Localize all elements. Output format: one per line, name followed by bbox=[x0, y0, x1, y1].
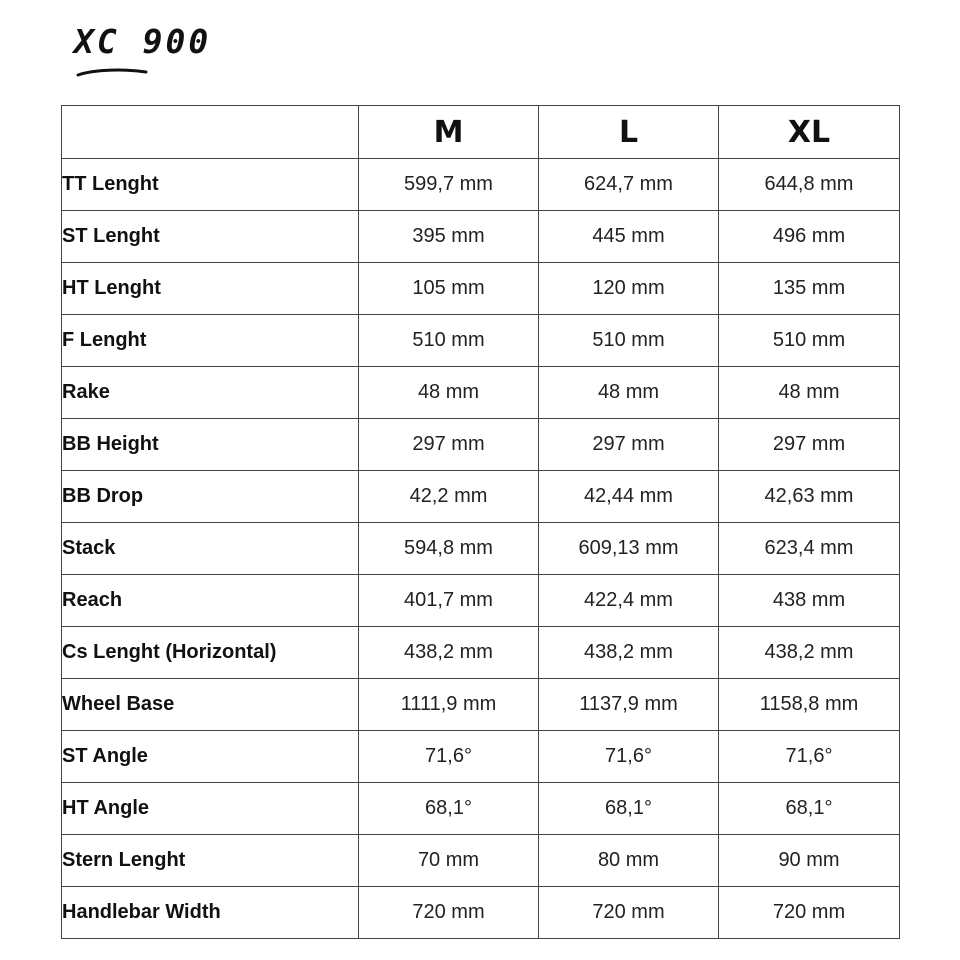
value-cell-xl: 90 mm bbox=[719, 835, 900, 887]
row-label: Wheel Base bbox=[62, 679, 359, 731]
value-cell-xl: 42,63 mm bbox=[719, 471, 900, 523]
table-row bbox=[62, 211, 900, 263]
table-corner-cell bbox=[62, 106, 359, 159]
size-header-l: L bbox=[539, 106, 719, 159]
row-label: HT Angle bbox=[62, 783, 359, 835]
value-cell-m: 71,6° bbox=[359, 731, 539, 783]
value-cell-m: 438,2 mm bbox=[359, 627, 539, 679]
value-cell-m: 1111,9 mm bbox=[359, 679, 539, 731]
value-cell-l: 71,6° bbox=[539, 731, 719, 783]
logo-underline-swoosh bbox=[76, 66, 148, 78]
value-cell-xl: 135 mm bbox=[719, 263, 900, 315]
table-row bbox=[62, 471, 900, 523]
table-header-row bbox=[62, 106, 900, 159]
value-cell-m: 401,7 mm bbox=[359, 575, 539, 627]
value-cell-m: 42,2 mm bbox=[359, 471, 539, 523]
row-label: TT Lenght bbox=[62, 159, 359, 211]
value-cell-m: 599,7 mm bbox=[359, 159, 539, 211]
value-cell-l: 510 mm bbox=[539, 315, 719, 367]
value-cell-l: 422,4 mm bbox=[539, 575, 719, 627]
value-cell-m: 105 mm bbox=[359, 263, 539, 315]
size-header-m: M bbox=[359, 106, 539, 159]
value-cell-l: 120 mm bbox=[539, 263, 719, 315]
value-cell-xl: 297 mm bbox=[719, 419, 900, 471]
value-cell-m: 70 mm bbox=[359, 835, 539, 887]
row-label: Stack bbox=[62, 523, 359, 575]
table-row bbox=[62, 419, 900, 471]
value-cell-m: 510 mm bbox=[359, 315, 539, 367]
brand-logo bbox=[74, 22, 234, 82]
table-body bbox=[62, 159, 900, 939]
table-row bbox=[62, 523, 900, 575]
value-cell-l: 438,2 mm bbox=[539, 627, 719, 679]
value-cell-m: 720 mm bbox=[359, 887, 539, 939]
row-label: HT Lenght bbox=[62, 263, 359, 315]
size-header-xl: XL bbox=[719, 106, 900, 159]
row-label: Handlebar Width bbox=[62, 887, 359, 939]
value-cell-l: 68,1° bbox=[539, 783, 719, 835]
value-cell-xl: 438,2 mm bbox=[719, 627, 900, 679]
value-cell-xl: 48 mm bbox=[719, 367, 900, 419]
value-cell-m: 297 mm bbox=[359, 419, 539, 471]
row-label: ST Lenght bbox=[62, 211, 359, 263]
row-label: Reach bbox=[62, 575, 359, 627]
table-row bbox=[62, 731, 900, 783]
value-cell-l: 445 mm bbox=[539, 211, 719, 263]
table-row bbox=[62, 679, 900, 731]
table-row bbox=[62, 367, 900, 419]
row-label: BB Height bbox=[62, 419, 359, 471]
row-label: Stern Lenght bbox=[62, 835, 359, 887]
value-cell-xl: 438 mm bbox=[719, 575, 900, 627]
value-cell-m: 594,8 mm bbox=[359, 523, 539, 575]
table-row bbox=[62, 835, 900, 887]
value-cell-l: 609,13 mm bbox=[539, 523, 719, 575]
value-cell-l: 48 mm bbox=[539, 367, 719, 419]
value-cell-xl: 644,8 mm bbox=[719, 159, 900, 211]
value-cell-m: 68,1° bbox=[359, 783, 539, 835]
value-cell-m: 48 mm bbox=[359, 367, 539, 419]
value-cell-l: 42,44 mm bbox=[539, 471, 719, 523]
value-cell-xl: 496 mm bbox=[719, 211, 900, 263]
value-cell-l: 720 mm bbox=[539, 887, 719, 939]
row-label: Rake bbox=[62, 367, 359, 419]
value-cell-l: 80 mm bbox=[539, 835, 719, 887]
value-cell-xl: 510 mm bbox=[719, 315, 900, 367]
value-cell-xl: 720 mm bbox=[719, 887, 900, 939]
row-label: F Lenght bbox=[62, 315, 359, 367]
table-row bbox=[62, 315, 900, 367]
table-row bbox=[62, 159, 900, 211]
model-name: XC 900 bbox=[74, 22, 212, 61]
value-cell-m: 395 mm bbox=[359, 211, 539, 263]
table-row bbox=[62, 887, 900, 939]
row-label: Cs Lenght (Horizontal) bbox=[62, 627, 359, 679]
table-row bbox=[62, 575, 900, 627]
table-row bbox=[62, 263, 900, 315]
row-label: BB Drop bbox=[62, 471, 359, 523]
table-row bbox=[62, 783, 900, 835]
value-cell-l: 297 mm bbox=[539, 419, 719, 471]
table-row bbox=[62, 627, 900, 679]
row-label: ST Angle bbox=[62, 731, 359, 783]
value-cell-xl: 1158,8 mm bbox=[719, 679, 900, 731]
value-cell-xl: 623,4 mm bbox=[719, 523, 900, 575]
value-cell-l: 1137,9 mm bbox=[539, 679, 719, 731]
value-cell-xl: 68,1° bbox=[719, 783, 900, 835]
value-cell-l: 624,7 mm bbox=[539, 159, 719, 211]
value-cell-xl: 71,6° bbox=[719, 731, 900, 783]
geometry-table bbox=[61, 105, 900, 939]
